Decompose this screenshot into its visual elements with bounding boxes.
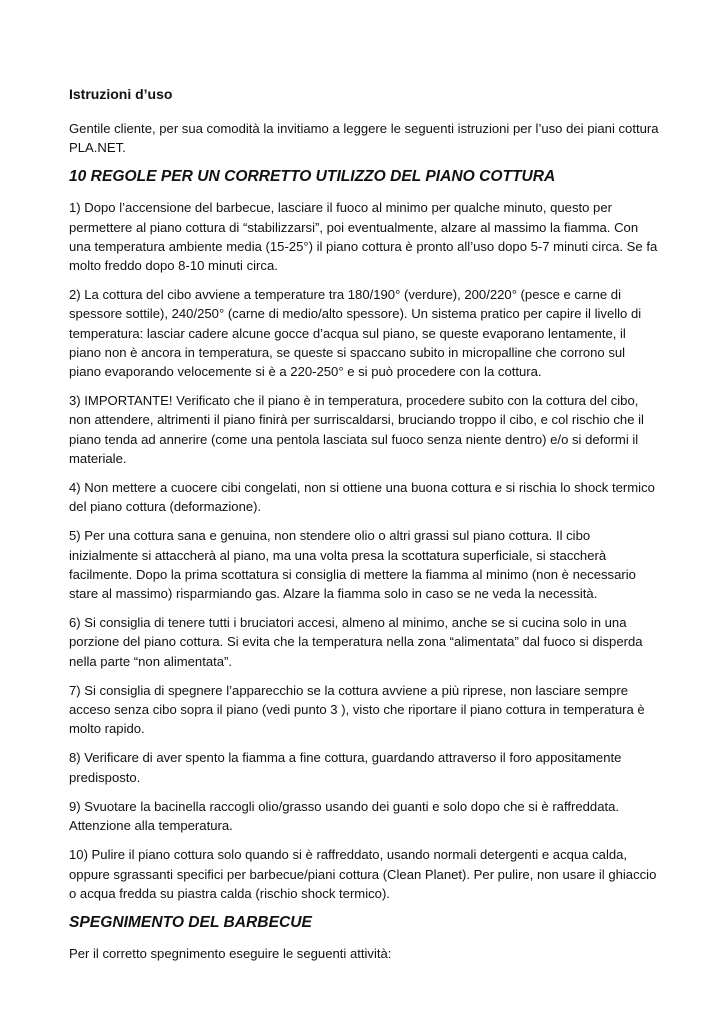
document-page bbox=[69, 85, 659, 973]
rule-paragraph-5: 5) Per una cottura sana e genuina, non stendere olio o altri grassi sul piano cottura. Il cibo inizialmente si attaccherà al piano, ma una volta presa la scottatura superficiale, si staccherà facilmente. Dopo la prima scottatura si consiglia di mettere la fiamma al minimo (non è necessario stare al massimo) risparmiando gas. Alzare la fiamma solo in caso se ne veda la necessità. bbox=[69, 528, 636, 602]
intro-paragraph: Gentile cliente, per sua comodità la invitiamo a leggere le seguenti istruzioni per l’uso dei piani cottura PLA.NET. bbox=[69, 121, 659, 156]
rule-paragraph-3: 3) IMPORTANTE! Verificato che il piano è in temperatura, procedere subito con la cottura del cibo, non attendere, altrimenti il piano finirà per surriscaldarsi, bruciando troppo il cibo, e col rischio che il piano tenda ad annerire (come una pentola lasciata sul fuoco senza niente dentro) e/o si deformi il materiale. bbox=[69, 393, 644, 466]
rule-paragraph-7: 7) Si consiglia di spegnere l’apparecchio se la cottura avviene a più riprese, non lasciare sempre acceso senza cibo sopra il piano (vedi punto 3 ), visto che riportare il piano cottura in temperatura è molto rapido. bbox=[69, 682, 645, 737]
rule-paragraph-2: 2) La cottura del cibo avviene a temperature tra 180/190° (verdure), 200/220° (pesce e carne di spessore sottile), 240/250° (carne di medio/alto spessore). Un sistema pratico per capire il livello di temperatura: lasciar cadere alcune gocce d’acqua sul piano, se queste evaporano lentamente, il piano non è ancora in temperatura, se queste si spaccano subito in micropalline che corrono sul piano evaporando velocemente si è a 220-250° e si può procedere con la cottura. bbox=[69, 287, 642, 380]
rule-paragraph-9: 9) Svuotare la bacinella raccogli olio/grasso usando dei guanti e solo dopo che si è raffreddata. Attenzione alla temperatura. bbox=[69, 798, 620, 834]
rule-paragraph-6: 6) Si consiglia di tenere tutti i bruciatori accesi, almeno al minimo, anche se si cucina solo in una porzione del piano cottura. Si evita che la temperatura nella zona “alimentata” dal fuoco si disperda nella parte “non alimentata”. bbox=[69, 615, 643, 669]
shutdown-intro: Per il corretto spegnimento eseguire le seguenti attività: bbox=[69, 945, 392, 961]
rule-paragraph-4: 4) Non mettere a cuocere cibi congelati, non si ottiene una buona cottura e si rischia lo shock termico del piano cottura (deformazione). bbox=[69, 480, 655, 515]
rules-heading: 10 REGOLE PER UN CORRETTO UTILIZZO DEL PIANO COTTURA bbox=[69, 168, 556, 186]
rule-paragraph-10: 10) Pulire il piano cottura solo quando si è raffreddato, usando normali detergenti e acqua calda, oppure sgrassanti specifici per barbecue/piani cottura (Clean Planet). Per pulire, non usare il ghiaccio o acqua fredda su piastra calda (rischio shock termico). bbox=[69, 847, 657, 901]
rule-paragraph-1: 1) Dopo l’accensione del barbecue, lasciare il fuoco al minimo per qualche minuto, questo per permettere al piano cottura di “stabilizzarsi”, poi eventualmente, alzare al massimo la fiamma. Con una temperatura ambiente media (15-25°) il piano cottura è pronto all’uso dopo 5-7 minuti circa. Se fa molto freddo dopo 8-10 minuti circa. bbox=[69, 200, 658, 274]
rule-paragraph-8: 8) Verificare di aver spento la fiamma a fine cottura, guardando attraverso il foro appositamente predisposto. bbox=[69, 750, 622, 785]
document-title: Istruzioni d’uso bbox=[69, 86, 173, 102]
shutdown-heading: SPEGNIMENTO DEL BARBECUE bbox=[69, 913, 312, 931]
